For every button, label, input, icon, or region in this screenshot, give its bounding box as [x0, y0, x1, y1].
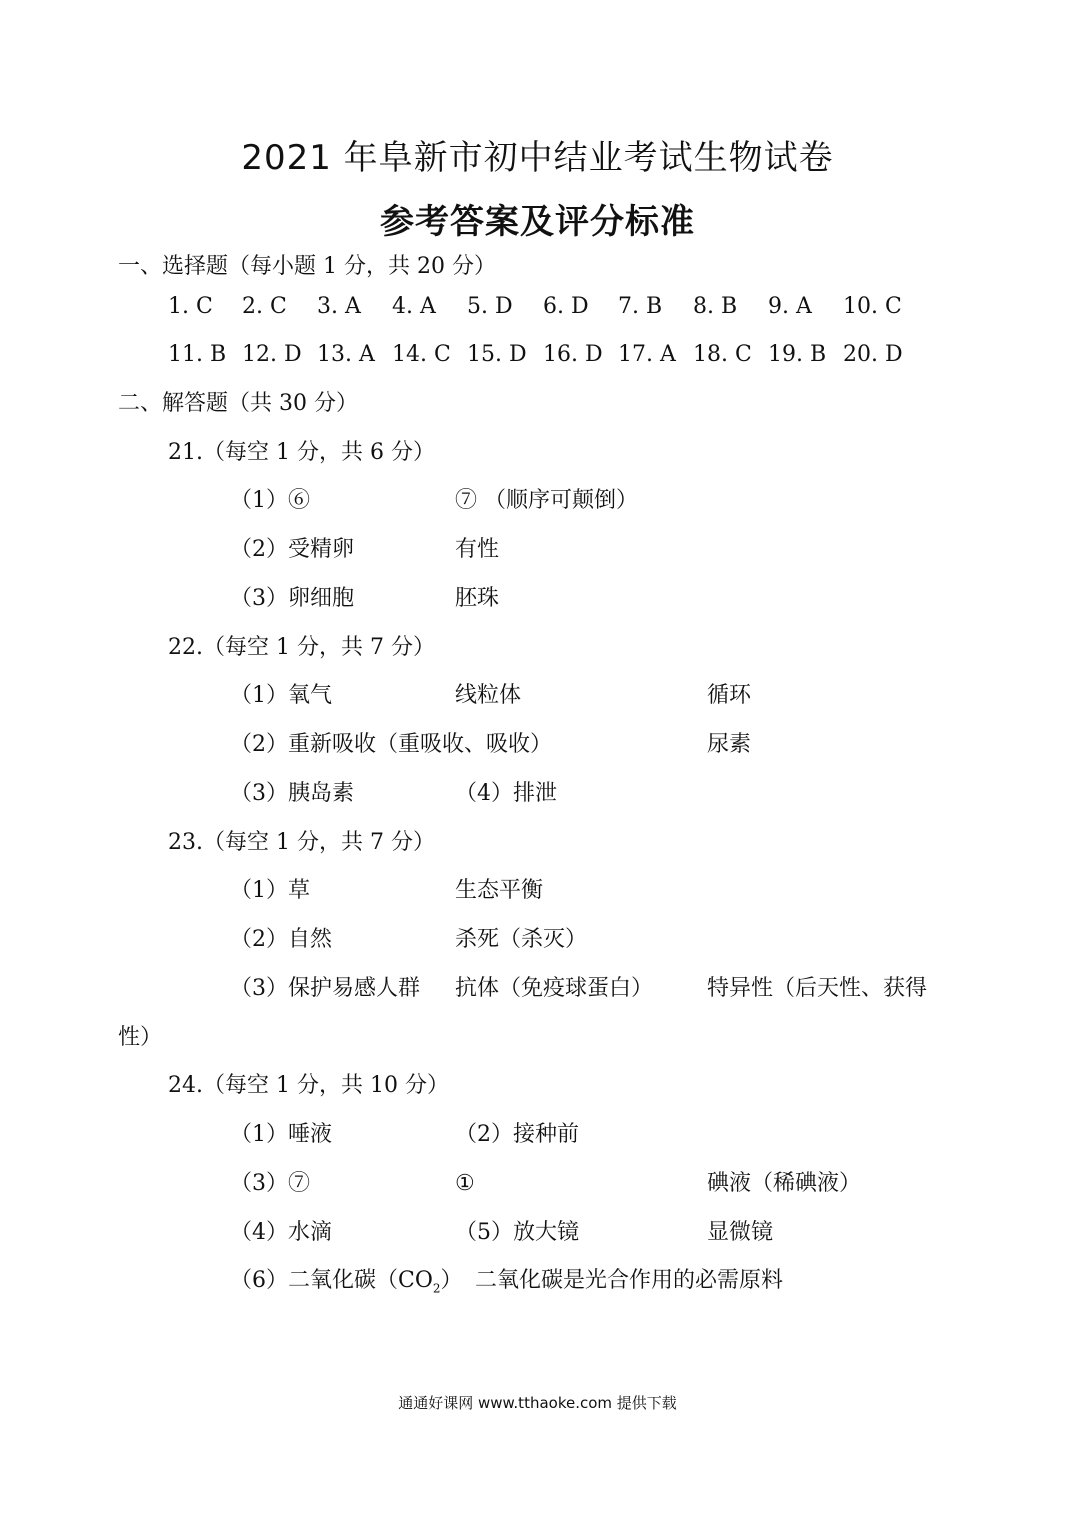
mc-answer: 7. B	[618, 294, 663, 319]
mc-answer: 13. A	[317, 342, 375, 367]
title-line-1: 2021 年阜新市初中结业考试生物试卷	[241, 138, 834, 178]
q21-answer: （1）⑥	[230, 488, 310, 513]
mc-answer: 8. B	[693, 294, 738, 319]
q24-answer: （3）⑦	[230, 1171, 310, 1196]
mc-answer: 4. A	[392, 294, 436, 319]
q24-answer: （1）唾液	[230, 1122, 332, 1147]
q24-answer: （5）放大镜	[455, 1220, 579, 1245]
q24-answer: （4）水滴	[230, 1220, 332, 1245]
q22-answer: （3）胰岛素	[230, 781, 354, 806]
mc-answer: 5. D	[467, 294, 513, 319]
mc-answer: 15. D	[467, 342, 527, 367]
title-line-2: 参考答案及评分标准	[380, 202, 695, 242]
q22-answer: 循环	[707, 683, 752, 708]
q22-answer: 线粒体	[455, 683, 522, 708]
mc-answer: 11. B	[168, 342, 227, 367]
section1-heading: 一、选择题（每小题 1 分，共 20 分）	[118, 254, 496, 279]
q21-answer: （2）受精卵	[230, 537, 354, 562]
mc-answer: 14. C	[392, 342, 451, 367]
q22-answer: （1）氧气	[230, 683, 332, 708]
q24-answer: 显微镜	[707, 1220, 774, 1245]
q24-answer-6-close: ）	[440, 1268, 463, 1293]
mc-answer: 6. D	[543, 294, 589, 319]
q23-answer: 杀死（杀灭）	[455, 927, 588, 952]
q21-answer: ⑦ （顺序可颠倒）	[455, 488, 638, 513]
q23-answer-wrap: 性）	[118, 1025, 163, 1050]
q23-answer: （3）保护易感人群	[230, 976, 420, 1001]
q23-answer: 特异性（后天性、获得	[707, 976, 928, 1001]
q24-answer-6	[230, 1266, 463, 1303]
mc-answer: 19. B	[768, 342, 827, 367]
q24-answer-6-text: （6）二氧化碳（CO	[230, 1268, 433, 1293]
q23-answer: （1）草	[230, 878, 310, 903]
mc-answer: 18. C	[693, 342, 752, 367]
mc-answer: 2. C	[242, 294, 287, 319]
mc-answer: 3. A	[317, 294, 361, 319]
q21-answer: 胚珠	[455, 586, 500, 611]
q24-answer: （2）接种前	[455, 1122, 579, 1147]
mc-answer: 10. C	[843, 294, 902, 319]
q22-heading: 22.（每空 1 分，共 7 分）	[168, 635, 435, 660]
q23-heading: 23.（每空 1 分，共 7 分）	[168, 830, 435, 855]
q21-answer: 有性	[455, 537, 500, 562]
mc-answer: 20. D	[843, 342, 903, 367]
q24-answer: ①	[455, 1171, 475, 1196]
q22-answer: （4）排泄	[455, 781, 557, 806]
mc-answer: 16. D	[543, 342, 603, 367]
q22-answer: （2）重新吸收（重吸收、吸收）	[230, 732, 552, 757]
footer-source: 通通好课网 www.tthaoke.com 提供下载	[398, 1394, 677, 1412]
mc-answer: 17. A	[618, 342, 676, 367]
q24-answer: 碘液（稀碘液）	[707, 1171, 862, 1196]
q22-answer: 尿素	[707, 732, 752, 757]
mc-answer: 9. A	[768, 294, 812, 319]
q23-answer: 生态平衡	[455, 878, 544, 903]
q21-heading: 21.（每空 1 分，共 6 分）	[168, 440, 435, 465]
q23-answer: （2）自然	[230, 927, 332, 952]
mc-answer: 1. C	[168, 294, 213, 319]
mc-answer: 12. D	[242, 342, 302, 367]
q24-answer-6-reason: 二氧化碳是光合作用的必需原料	[475, 1268, 784, 1293]
section2-heading: 二、解答题（共 30 分）	[118, 391, 358, 416]
co2-subscript: 2	[432, 1281, 441, 1296]
q23-answer: 抗体（免疫球蛋白）	[455, 976, 654, 1001]
q24-heading: 24.（每空 1 分，共 10 分）	[168, 1073, 449, 1098]
q21-answer: （3）卵细胞	[230, 586, 354, 611]
